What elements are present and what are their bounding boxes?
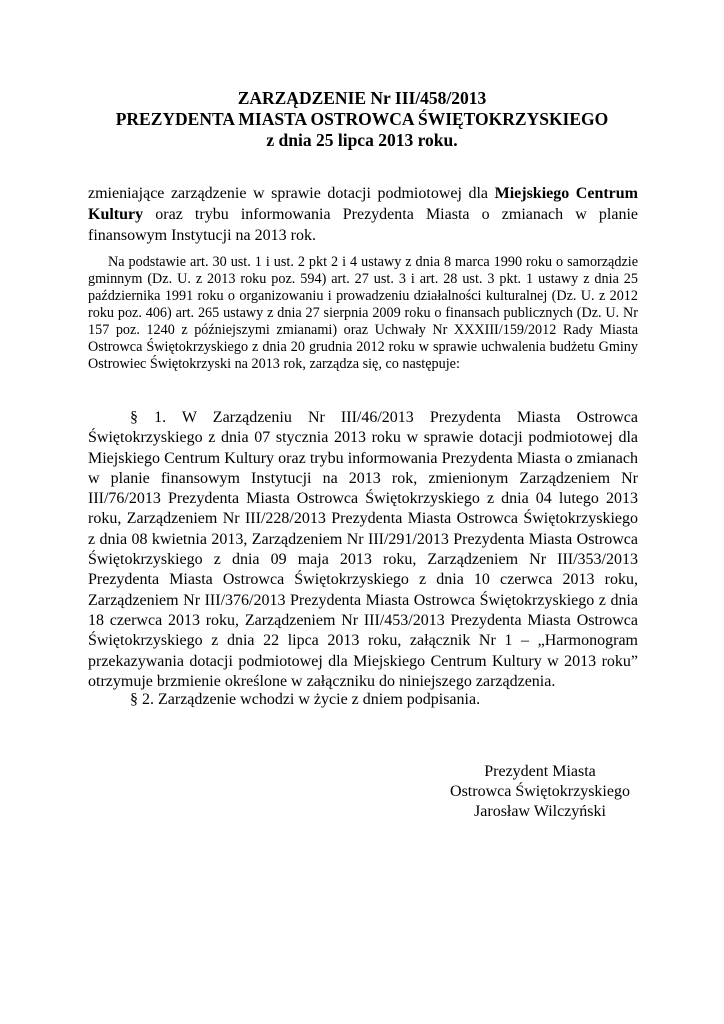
ordinance-subject xyxy=(88,183,638,246)
subject-text-start: zmieniające zarządzenie w sprawie dotacji podmiotowej dla xyxy=(88,185,495,202)
signature-name: Jarosław Wilczyński xyxy=(474,803,606,820)
subject-institution-name: Miejskiego Centrum Kultury xyxy=(88,185,639,223)
section-1-paragraph: § 1. W Zarządzeniu Nr III/46/2013 Prezydenta Miasta Ostrowca Świętokrzyskiego z dnia 07 stycznia 2013 roku w sprawie dotacji podmiotowej dla Miejskiego Centrum Kultury oraz trybu informowania Prezydenta Miasta o zmianach w planie finansowym Instytucji na 2013 rok, zmienionym Zarządzeniem Nr III/76/2013 Prezydenta Miasta Ostrowca Świętokrzyskiego z dnia 04 lutego 2013 roku, Zarządzeniem Nr III/228/2013 Prezydenta Miasta Ostrowca Świętokrzyskiego z dnia 08 kwietnia 2013, Zarządzeniem Nr III/291/2013 Prezydenta Miasta Ostrowca Świętokrzyskiego z dnia 09 maja 2013 roku, Zarządzeniem Nr III/353/2013 Prezydenta Miasta Ostrowca Świętokrzyskiego z dnia 10 czerwca 2013 roku, Zarządzeniem Nr III/376/2013 Prezydenta Miasta Ostrowca Świętokrzyskiego z dnia 18 czerwca 2013 roku, Zarządzeniem Nr III/453/2013 Prezydenta Miasta Ostrowca Świętokrzyskiego z dnia 22 lipca 2013 roku, załącznik Nr 1 – „Harmonogram przekazywania dotacji podmiotowej dla Miejskiego Centrum Kultury w 2013 roku” otrzymuje brzmienie określone w załączniku do niniejszego zarządzenia. xyxy=(88,409,638,690)
signature-city: Ostrowca Świętokrzyskiego xyxy=(450,783,630,800)
signature-block xyxy=(440,762,640,822)
title-line-issuer: PREZYDENTA MIASTA OSTROWCA ŚWIĘTOKRZYSKIEGO xyxy=(115,109,609,129)
legal-basis-paragraph: Na podstawie art. 30 ust. 1 i ust. 2 pkt 2 i 4 ustawy z dnia 8 marca 1990 roku o samorządzie gminnym (Dz. U. z 2013 roku poz. 594) art. 27 ust. 3 i art. 28 ust. 3 pkt. 1 ustawy z dnia 25 października 1991 roku o organizowaniu i prowadzeniu działalności kulturalnej (Dz. U. z 2012 roku poz. 406) art. 265 ustawy z dnia 27 sierpnia 2009 roku o finansach publicznych (Dz. U. Nr 157 poz. 1240 z późniejszymi zmianami) oraz Uchwały Nr XXXIII/159/2012 Rady Miasta Ostrowca Świętokrzyskiego z dnia 20 grudnia 2012 roku w sprawie uchwalenia budżetu Gminy Ostrowiec Świętokrzyski na 2013 rok, zarządza się, co następuje: xyxy=(88,254,638,372)
title-line-date: z dnia 25 lipca 2013 roku. xyxy=(266,130,458,150)
section-2-paragraph: § 2. Zarządzenie wchodzi w życie z dniem podpisania. xyxy=(130,691,481,708)
signature-title: Prezydent Miasta xyxy=(484,763,596,780)
document-title xyxy=(80,88,644,151)
title-line-ordinance-number: ZARZĄDZENIE Nr III/458/2013 xyxy=(237,88,487,108)
subject-text-end: oraz trybu informowania Prezydenta Miasta o zmianach w planie finansowym Instytucji na 2013 rok. xyxy=(88,206,638,244)
